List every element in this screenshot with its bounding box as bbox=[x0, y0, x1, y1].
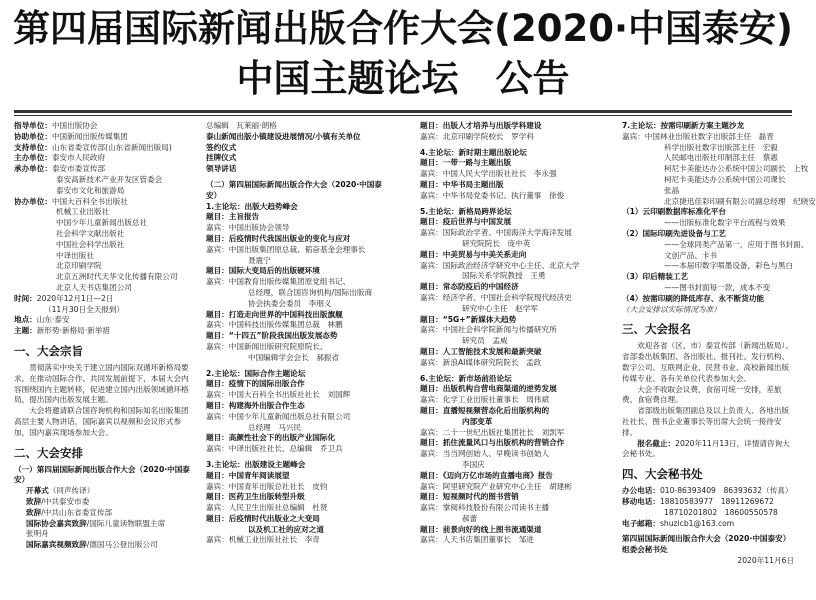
row-label: 题目： bbox=[420, 158, 443, 168]
org-line: 主办单位：泰安市人民政府 bbox=[14, 153, 106, 163]
feature-point: （2）国际印刷先进设备与工艺 bbox=[622, 228, 727, 238]
row-label: 嘉宾： bbox=[206, 444, 229, 454]
forum-entry bbox=[420, 460, 606, 471]
email-line[interactable]: 电子邮箱：shuzicb1@163.com bbox=[622, 518, 735, 528]
row-value: 中国大百科全书出版社社长 刘国辉 bbox=[228, 390, 351, 400]
forum-entry bbox=[420, 121, 606, 132]
row-label: 题目： bbox=[420, 217, 443, 227]
row-value: 中华书局党委书记、执行董事 徐俊 bbox=[442, 190, 565, 200]
row-value: 研究院院长 庞中英 bbox=[462, 238, 531, 248]
row-value: 疫后世界与中国发展 bbox=[442, 217, 512, 227]
org-line: 北京印刷学院 bbox=[56, 261, 102, 271]
forum-entry bbox=[206, 320, 384, 331]
row-value: 以及机工社的应对之道 bbox=[248, 524, 324, 534]
section-heading: 一、大会宗旨 bbox=[14, 343, 83, 358]
row-value: 柯尼卡美能达办公系统中国公司课长 bbox=[664, 174, 786, 184]
forum-entry bbox=[420, 395, 606, 406]
forum-entry bbox=[622, 196, 816, 208]
place-line: 地点：山东·泰安 bbox=[14, 315, 70, 325]
row-value: 总经理，联合国咨询机构/国际出版商 bbox=[248, 287, 373, 297]
forum-entry bbox=[420, 180, 606, 191]
contact-line: 18710201802 18600550578 bbox=[664, 507, 778, 517]
forum-entry bbox=[206, 471, 384, 482]
row-label: 题目： bbox=[420, 405, 443, 415]
row-label: 题目： bbox=[206, 470, 229, 480]
row-label: 题目： bbox=[420, 249, 443, 259]
row-label: 嘉宾： bbox=[206, 535, 229, 545]
row-label: 嘉宾： bbox=[206, 320, 229, 330]
paragraph: 欢迎各省（区、市）泰宣传部（新闻出版局）、省部委出版集团、各出版社、报刊社、发行机构、数字公司、互联网企业、民营书业、高校新闻出版传媒专业、各有关单位代表参加大会。 bbox=[622, 341, 793, 383]
row-label: 题目： bbox=[420, 346, 443, 356]
row-value: 中国林业出版社数字出版部主任 磊晋 bbox=[644, 131, 774, 141]
row-label: 题目： bbox=[420, 524, 443, 534]
forum-entry bbox=[420, 250, 606, 261]
forum-entry bbox=[206, 299, 384, 310]
forum-entry bbox=[206, 444, 384, 455]
row-value: 《迈向万亿市场的直播电商》报告 bbox=[442, 470, 553, 480]
org-line: 泰安市文化和旅游局 bbox=[56, 185, 125, 195]
row-label: 题目： bbox=[420, 314, 443, 324]
forum-entry bbox=[420, 271, 606, 282]
row-label: 嘉宾： bbox=[420, 481, 443, 491]
forum-entry bbox=[420, 503, 606, 514]
program-line: 挂牌仪式 bbox=[206, 153, 237, 163]
row-label: 题目： bbox=[206, 266, 229, 276]
row-value: 出版机构自营电商渠道的逆势发展 bbox=[442, 384, 557, 394]
row-value: 抓住流量风口与出版机构的营销合作 bbox=[442, 438, 565, 448]
feature-point: ——本届印数字喷墨设备，彩色与黑白 bbox=[664, 261, 794, 271]
theme-line: 主题：新形势·新格局·新举措 bbox=[14, 326, 110, 336]
row-value: 中国人民大学出版社社长 李永强 bbox=[442, 169, 557, 179]
row-value: 李国庆 bbox=[462, 459, 485, 469]
row-value: 医药卫生出版转型升级 bbox=[228, 492, 305, 502]
org-line: 承办单位：泰安市委宣传部 bbox=[14, 164, 106, 174]
row-label: 嘉宾： bbox=[420, 228, 443, 238]
forum-title: 1.主论坛：出版大趋势峰会 bbox=[206, 201, 298, 211]
row-label: 题目： bbox=[206, 400, 229, 410]
title-rule-thick bbox=[14, 110, 792, 113]
row-value: 中国教育出版传媒集团原党组书记、 bbox=[228, 277, 351, 287]
forum-entry bbox=[206, 525, 384, 536]
row-value: 中国社会科学院新闻与传播研究所 bbox=[442, 325, 557, 335]
row-label: 嘉宾： bbox=[206, 341, 229, 351]
forum-entry bbox=[206, 514, 384, 525]
row-value: 掌阅科技股份有限公司读书主播 bbox=[442, 503, 550, 513]
time-line: 时间：2020年12月1日—2日 bbox=[14, 293, 114, 303]
agenda-line: 致辞/中共山东省委宣传部 bbox=[26, 507, 113, 517]
row-value: “十四五”阶段我国出版发展态势 bbox=[228, 331, 338, 341]
row-label: 嘉宾： bbox=[206, 390, 229, 400]
row-value: 国际大变局后的出版硬环境 bbox=[228, 266, 320, 276]
row-label: 嘉宾： bbox=[206, 244, 229, 254]
main-title: 第四届国际新闻出版合作大会(2020·中国泰安) bbox=[13, 7, 793, 50]
forum-entry bbox=[206, 379, 384, 390]
forum-title: 6.主论坛：新市场前沿论坛 bbox=[420, 373, 512, 383]
forum-entry bbox=[206, 503, 384, 514]
forum-entry bbox=[206, 288, 384, 299]
row-label: 题目： bbox=[206, 379, 229, 389]
forum-entry bbox=[420, 535, 606, 546]
paragraph: 大会不收取会议费，食宿可统一安排，差旅费、食宿费自理。 bbox=[622, 384, 782, 405]
row-label: 嘉宾： bbox=[420, 535, 443, 545]
org-line: 中译出版社 bbox=[56, 250, 94, 260]
feature-point: ——全球同类产品第一，应用于图书封面、 bbox=[664, 239, 809, 249]
row-label: 题目： bbox=[420, 282, 443, 292]
org-line: 机械工业出版社 bbox=[56, 207, 110, 217]
agenda-line: 国际协会嘉宾致辞/国际儿童读物联盟主席 bbox=[26, 518, 166, 528]
row-value: 中华书局主题出版 bbox=[442, 179, 504, 189]
sub-heading: （一）第四届国际新闻出版合作大会（2020·中国泰安） bbox=[14, 464, 190, 485]
row-label: 题目： bbox=[420, 121, 443, 130]
row-label: 题目： bbox=[206, 433, 229, 443]
title-rule-thin bbox=[14, 115, 792, 116]
feature-point: ——出版标准化数字平台流程与效果 bbox=[664, 218, 786, 228]
row-value: 中国出版集团原总裁、韬奋基金会理事长 bbox=[228, 244, 366, 254]
forum-entry bbox=[420, 191, 606, 202]
row-value: 聂震宁 bbox=[248, 255, 271, 265]
forum-entry bbox=[420, 132, 606, 143]
forum-entry bbox=[420, 471, 606, 482]
org-line: 协助单位：中国新闻出版传媒集团 bbox=[14, 131, 128, 141]
forum-entry bbox=[420, 514, 606, 525]
forum-entry bbox=[420, 428, 606, 439]
row-value: 研究中心主任 赵学军 bbox=[462, 303, 538, 313]
forum-entry bbox=[420, 325, 606, 336]
forum-entry bbox=[206, 245, 384, 256]
feature-point: （3）印后精装工艺 bbox=[622, 272, 689, 282]
forum-title: 3.主论坛：出版建设主题峰会 bbox=[206, 459, 306, 469]
forum-entry bbox=[420, 525, 606, 536]
row-value: 前景向好的线上图书流通渠道 bbox=[442, 524, 542, 534]
row-value: 中国新闻出版研究院原院长、 bbox=[228, 341, 328, 351]
forum-entry bbox=[206, 223, 384, 234]
paragraph: 大会将邀请联合国咨询机构和国际知名出版集团高层主要人物讲话，国际嘉宾以视频和会议形式参加，国内嘉宾现场参加大会。 bbox=[14, 406, 189, 437]
row-label: 题目： bbox=[206, 212, 229, 222]
row-value: 中国青年阅读展望 bbox=[228, 470, 290, 480]
forum-entry bbox=[206, 492, 384, 503]
feature-point: ——图书封面每一款，成本不变 bbox=[664, 282, 771, 292]
row-label: 嘉宾： bbox=[420, 325, 443, 335]
row-value: 内部变革 bbox=[462, 416, 493, 426]
row-value: 张晶 bbox=[664, 185, 680, 195]
row-label: 题目： bbox=[206, 492, 229, 502]
column-2 bbox=[206, 121, 384, 600]
forum-entry bbox=[420, 315, 606, 326]
row-value: 柯尼卡美能达办公系统中国公司副长 上牧 bbox=[664, 164, 809, 174]
row-value: 构建海外出版合作生态 bbox=[228, 400, 305, 410]
row-label: 嘉宾： bbox=[206, 223, 229, 233]
sub-heading: （二）第四届国际新闻出版合作大会（2020·中国泰安） bbox=[206, 179, 382, 200]
row-label: 嘉宾： bbox=[420, 260, 443, 270]
row-label: 题目： bbox=[420, 384, 443, 394]
row-value: 短视频时代的图书营销 bbox=[442, 492, 519, 502]
forum-entry bbox=[206, 353, 384, 364]
feature-point: （大会安排以实际情况为准） bbox=[622, 304, 721, 314]
row-label: 嘉宾： bbox=[420, 169, 443, 179]
forum-entry bbox=[420, 228, 606, 239]
row-value: 高颜性社会下的出版产业国际化 bbox=[228, 433, 336, 443]
forum-entry bbox=[420, 261, 606, 272]
row-label: 嘉宾： bbox=[206, 411, 229, 421]
row-value: 常态防疫后的中国经济 bbox=[442, 282, 519, 292]
column-3 bbox=[420, 121, 606, 600]
row-value: 二十一世纪出版社集团社长 刘凯军 bbox=[442, 427, 565, 437]
forum-entry bbox=[420, 217, 606, 228]
feature-point: （4）按需印刷的降低库存、永不断货功能 bbox=[622, 293, 764, 303]
row-value: 人工智能技术发展和最新突破 bbox=[442, 346, 542, 356]
row-label: 题目： bbox=[206, 309, 229, 319]
row-value: 研究员 孟威 bbox=[462, 336, 508, 346]
forum-entry bbox=[420, 482, 606, 493]
row-value: 国际政治学者、中国海洋大学海洋发展 bbox=[442, 228, 572, 238]
row-value: 国际关系学院教授 王勇 bbox=[462, 271, 546, 281]
paragraph: 贯彻落实中央关于建立国内国际双循环新格局要求，在推动国际合作、共同发展前提下，本届大会内容围绕国内主题转移，促进建立国内出版领域循环格局，提出国内出版发展主题。 bbox=[14, 362, 189, 405]
forum-entry bbox=[206, 412, 384, 423]
row-value: 中国少年儿童新闻出版总社有限公司 bbox=[228, 411, 351, 421]
forum-entry bbox=[420, 336, 606, 347]
forum-entry bbox=[420, 169, 606, 180]
forum-entry bbox=[206, 482, 384, 493]
row-value: 一带一路与主题出版 bbox=[442, 158, 512, 168]
row-value: 中国青年出版总社社长 皮钧 bbox=[228, 481, 328, 491]
row-label: 题目： bbox=[420, 438, 443, 448]
forum-entry bbox=[206, 390, 384, 401]
row-value: 协会执委会委员 李朋义 bbox=[248, 298, 332, 308]
agenda-line: 致辞/中共泰安市委 bbox=[26, 496, 90, 506]
row-label: 嘉宾： bbox=[420, 190, 443, 200]
agenda-line: 张明舟 bbox=[26, 529, 49, 539]
row-value: 当当网创始人、早晚读书创始人 bbox=[442, 449, 550, 459]
forum-title: 5.主论坛：新格局跨界论坛 bbox=[420, 206, 512, 216]
sub-title: 中国主题论坛 公告 bbox=[236, 57, 570, 100]
row-value: 中美贸易与中美关系走向 bbox=[442, 249, 527, 259]
org-line: 泰安高新技术产业开发区管委会 bbox=[56, 174, 163, 184]
row-value: 北京捷迅佳彩印刷有限公司副总经理 纪晓安 bbox=[664, 196, 816, 206]
forum-entry bbox=[206, 423, 384, 434]
section-heading: 二、大会安排 bbox=[14, 445, 83, 460]
forum-entry bbox=[420, 304, 606, 315]
program-line: 签约仪式 bbox=[206, 142, 237, 152]
row-label: 嘉宾： bbox=[206, 481, 229, 491]
paragraph: 省部级出版集团副总及以上负责人、各地出版社社长、图书企业董事长等出席大会统一接待安排。 bbox=[622, 406, 790, 437]
contact-line: 办公电话：010-86393409 86393632（传真） bbox=[622, 486, 793, 496]
org-line: 中国社会科学出版社 bbox=[56, 239, 125, 249]
program-line: 领导讲话 bbox=[206, 164, 237, 174]
row-value: 后疫情时代我国出版业的变化与应对 bbox=[228, 233, 351, 243]
paragraph: 报名截止：2020年11月13日，详情请咨询大会秘书处。 bbox=[622, 438, 790, 459]
forum-entry bbox=[206, 256, 384, 267]
forum-entry bbox=[206, 535, 384, 546]
forum-entry bbox=[206, 212, 384, 223]
row-label: 题目： bbox=[420, 470, 443, 480]
section-heading: 三、大会报名 bbox=[622, 322, 691, 337]
time-note: （11月30日全天报到） bbox=[44, 304, 125, 314]
row-value: 人天书店集团董事长 邹进 bbox=[442, 535, 534, 545]
row-label: 题目： bbox=[206, 331, 229, 341]
row-label: 题目： bbox=[206, 233, 229, 243]
row-value: 经济学者、中国社会科学院现代经济史 bbox=[442, 292, 572, 302]
forum-entry bbox=[206, 433, 384, 444]
program-line: 总编辑 瓦莱丽·朗格 bbox=[206, 121, 277, 130]
forum-entry bbox=[420, 417, 606, 428]
section-heading: 四、大会秘书处 bbox=[622, 467, 703, 482]
row-value: 人民邮电出版社印制部主任 蔡惠 bbox=[664, 153, 778, 163]
forum-entry bbox=[206, 234, 384, 245]
row-label: 嘉宾： bbox=[420, 427, 443, 437]
org-line: 指导单位：中国出版协会 bbox=[14, 121, 98, 130]
forum-entry bbox=[206, 310, 384, 321]
org-line: 协办单位：中国大百科全书出版社 bbox=[14, 196, 128, 206]
row-label: 嘉宾： bbox=[420, 395, 443, 405]
row-value: 化学工业出版社董事长 周伟斌 bbox=[442, 395, 550, 405]
footer-organizer: 第四届国际新闻出版合作大会（2020·中国泰安）组委会秘书处 bbox=[622, 534, 791, 555]
forum-entry bbox=[622, 132, 794, 143]
footer-date: 2020年11月6日 bbox=[737, 555, 794, 565]
forum-entry bbox=[420, 158, 606, 169]
row-label: 嘉宾： bbox=[206, 277, 229, 287]
row-value: 主旨报告 bbox=[228, 212, 260, 222]
forum-entry bbox=[206, 342, 384, 353]
row-value: 中国编辑学会会长 郝振省 bbox=[248, 352, 340, 362]
forum-entry bbox=[420, 358, 606, 369]
forum-title: 2.主论坛：国际合作主题论坛 bbox=[206, 368, 306, 378]
row-value: 总经理 马兴民 bbox=[248, 422, 302, 432]
forum-entry bbox=[622, 143, 794, 154]
row-value: 后疫情时代出版业之大变局 bbox=[228, 513, 320, 523]
row-label: 题目： bbox=[420, 492, 443, 502]
org-line: 北京人天书店集团公司 bbox=[56, 282, 132, 292]
row-value: 机械工业出版社社长 李奇 bbox=[228, 535, 320, 545]
row-value: 疫情下的国际出版合作 bbox=[228, 379, 305, 389]
row-label: 嘉宾： bbox=[420, 292, 443, 302]
feature-point: （1）云印刷数据库标准化平台 bbox=[622, 207, 727, 217]
forum-title: 7.主论坛：按需印刷新方案主题沙龙 bbox=[622, 121, 745, 130]
row-value: 中国科技出版传媒集团总裁 林鹏 bbox=[228, 320, 343, 330]
row-value: 中译出版社社长、总编辑 乔卫兵 bbox=[228, 444, 343, 454]
row-label: 嘉宾： bbox=[622, 131, 645, 141]
forum-entry bbox=[206, 331, 384, 342]
program-line: 泰山新闻出版小镇建设进展情况/小镇有关单位 bbox=[206, 131, 361, 141]
org-line: 支持单位：山东省委宣传部(山东省新闻出版局) bbox=[14, 142, 172, 152]
row-value: 北京印刷学院校长 罗学科 bbox=[442, 131, 534, 141]
feature-point: 文创产品、卡书 bbox=[664, 250, 718, 260]
forum-entry bbox=[206, 277, 384, 288]
org-line: 社会科学文献出版社 bbox=[56, 228, 125, 238]
row-label: 嘉宾： bbox=[206, 503, 229, 513]
forum-entry bbox=[420, 293, 606, 304]
forum-entry bbox=[420, 282, 606, 293]
row-value: 中国出版协会领导 bbox=[228, 223, 290, 233]
row-value: 新浪AI媒体研究院院长 孟政 bbox=[442, 357, 542, 367]
forum-entry bbox=[622, 186, 794, 197]
row-value: 人民卫生出版社总编辑 杜贤 bbox=[228, 503, 328, 513]
contact-line: 移动电话：18810583977 18911269672 bbox=[622, 496, 774, 506]
column-1 bbox=[14, 121, 192, 600]
forum-entry bbox=[420, 438, 606, 449]
row-label: 嘉宾： bbox=[420, 503, 443, 513]
row-label: 嘉宾： bbox=[420, 131, 443, 141]
row-label: 嘉宾： bbox=[420, 449, 443, 459]
row-value: 阿里研究院产业研究中心主任 胡建彬 bbox=[442, 481, 572, 491]
org-line: 北京五洲时代天华文化传播有限公司 bbox=[56, 272, 178, 282]
row-value: 打造走向世界的中国科技出版旗舰 bbox=[228, 309, 343, 319]
forum-entry bbox=[622, 175, 794, 186]
row-value: 国际政治经济学研究中心主任、北京大学 bbox=[442, 260, 580, 270]
forum-entry bbox=[420, 384, 606, 395]
row-value: 出版人才培养与出版学科建设 bbox=[442, 121, 542, 130]
forum-entry bbox=[420, 492, 606, 503]
agenda-line: 开幕式（同声传译） bbox=[26, 486, 95, 496]
forum-entry bbox=[206, 266, 384, 277]
row-value: 科学出版社数字出版部主任 宏毅 bbox=[664, 142, 778, 152]
row-value: “5G+”新媒体大趋势 bbox=[442, 314, 517, 324]
forum-entry bbox=[420, 239, 606, 250]
forum-entry bbox=[206, 401, 384, 412]
row-value: 直播短视频营态化后出版机构的 bbox=[442, 405, 550, 415]
forum-entry bbox=[420, 406, 606, 417]
forum-entry bbox=[420, 449, 606, 460]
forum-entry bbox=[622, 153, 794, 164]
forum-entry bbox=[622, 164, 809, 175]
column-4 bbox=[622, 121, 816, 600]
row-label: 题目： bbox=[420, 179, 443, 189]
agenda-line: 国际嘉宾视频致辞/德国马公登出版公司 bbox=[26, 540, 158, 550]
row-value: 郝蕾 bbox=[462, 513, 478, 523]
org-line: 中国少年儿童新闻出版总社 bbox=[56, 218, 148, 228]
row-label: 嘉宾： bbox=[420, 357, 443, 367]
row-label: 题目： bbox=[206, 513, 229, 523]
forum-entry bbox=[420, 347, 606, 358]
forum-title: 4.主论坛：新时期主题出版论坛 bbox=[420, 147, 527, 157]
